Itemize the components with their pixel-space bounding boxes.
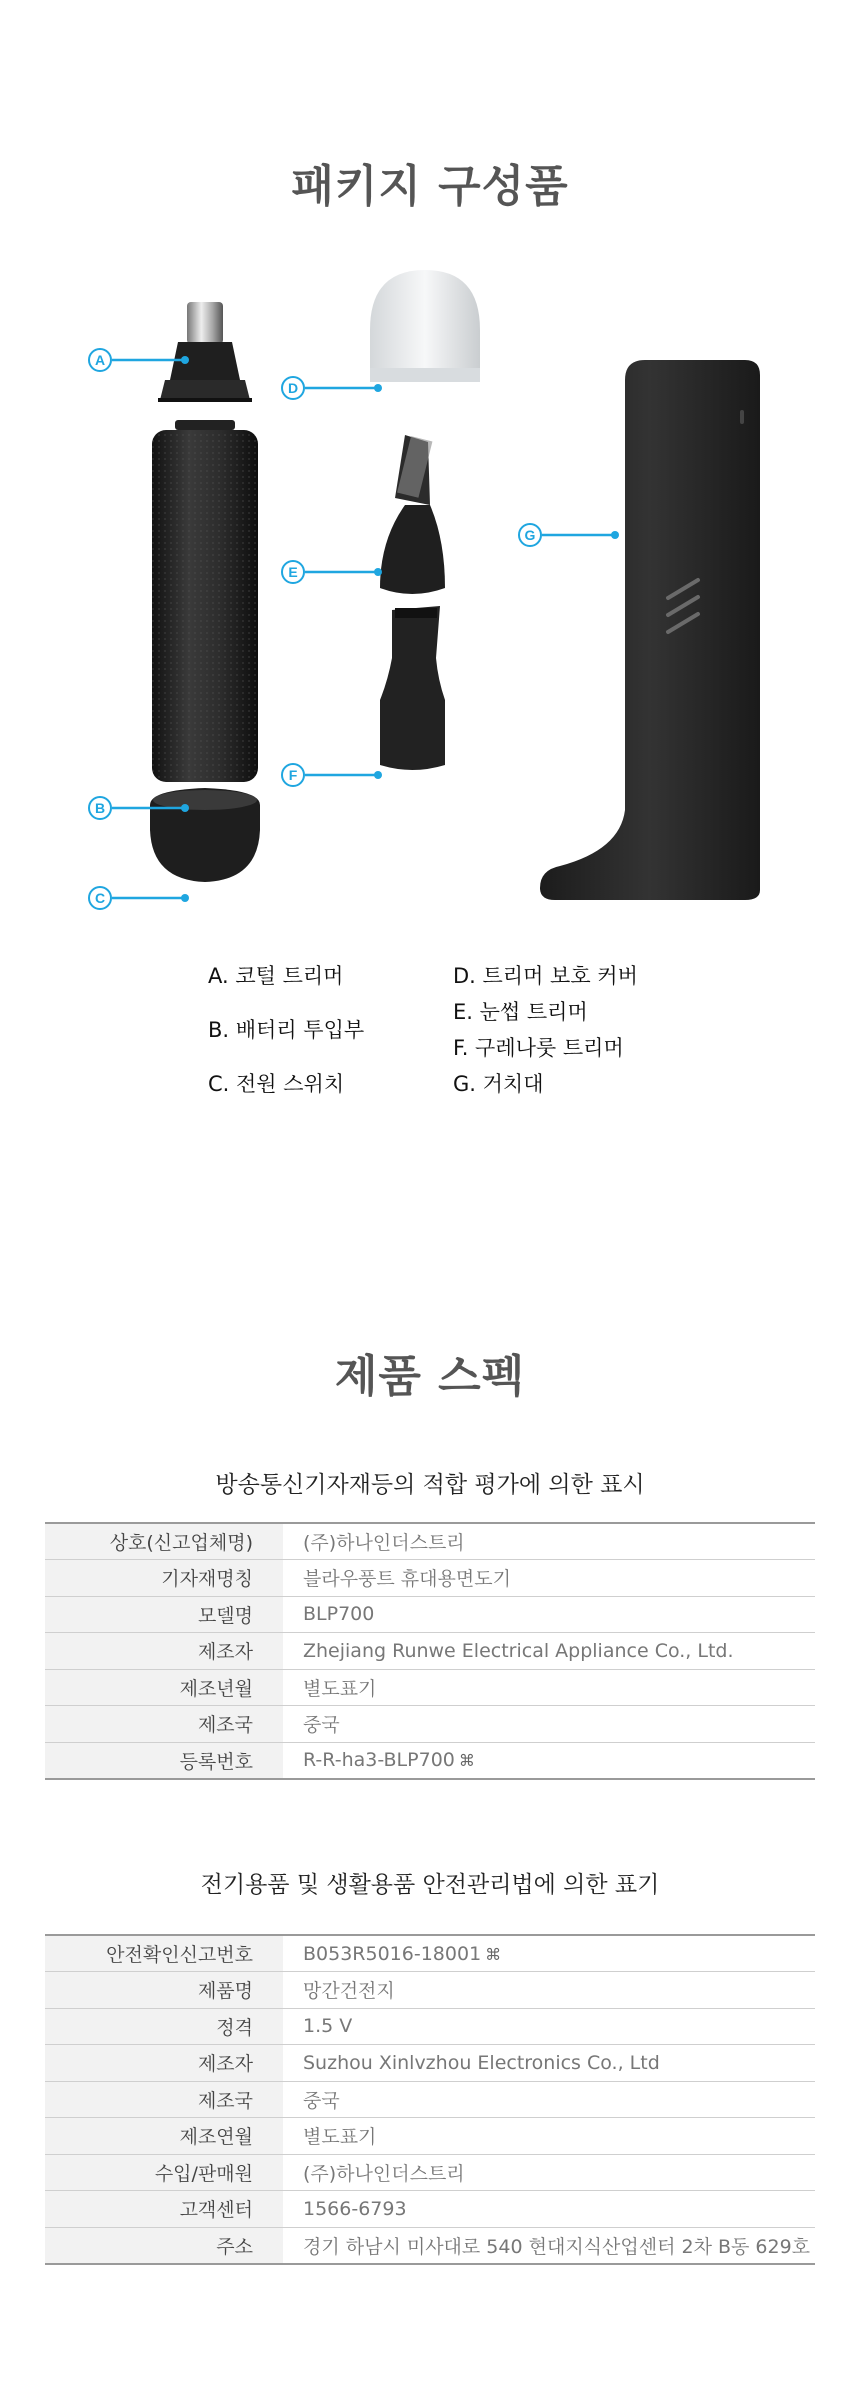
eyebrow-trimmer <box>380 435 445 594</box>
table-row <box>45 1669 815 1706</box>
sideburn-trimmer <box>380 606 445 770</box>
table1-heading: 방송통신기자재등의 적합 평가에 의한 표시 <box>215 1472 645 1498</box>
callout-g-letter: G <box>524 527 536 543</box>
row-value: 경기 하남시 미사대로 540 현대지식산업센터 2차 B동 629호 <box>283 2227 815 2264</box>
row-key: 제조연월 <box>45 2118 283 2155</box>
package-illustration <box>0 270 860 920</box>
row-value: Suzhou Xinlvzhou Electronics Co., Ltd <box>283 2045 815 2082</box>
row-key: 안전확인신고번호 <box>45 1935 283 1972</box>
row-value: (주)하나인더스트리 <box>283 1523 815 1560</box>
table-row <box>45 2191 815 2228</box>
spec-table-2 <box>45 1934 815 2265</box>
row-value: 중국 <box>283 1706 815 1743</box>
spec-table-1 <box>45 1522 815 1780</box>
row-key: 기자재명칭 <box>45 1560 283 1597</box>
stand <box>540 360 760 900</box>
legend-item-d: D. 트리머 보호 커버 <box>453 964 638 988</box>
row-value: Zhejiang Runwe Electrical Appliance Co., Ltd. <box>283 1633 815 1670</box>
row-key: 모델명 <box>45 1596 283 1633</box>
row-value: BLP700 <box>283 1596 815 1633</box>
table-row <box>45 2154 815 2191</box>
table-row <box>45 1935 815 1972</box>
table-row <box>45 2118 815 2155</box>
row-key: 고객센터 <box>45 2191 283 2228</box>
callout-c-letter: C <box>94 890 106 906</box>
legend-item-g: G. 거치대 <box>453 1072 544 1096</box>
table-row <box>45 1560 815 1597</box>
row-key: 정격 <box>45 2008 283 2045</box>
bottom-cap <box>150 788 260 882</box>
callout-a-letter: A <box>94 352 106 368</box>
row-key: 상호(신고업체명) <box>45 1523 283 1560</box>
table-row <box>45 2227 815 2264</box>
legend-item-c: C. 전원 스위치 <box>208 1072 345 1096</box>
spec-title: 제품 스펙 <box>334 1351 526 1402</box>
legend-item-a: A. 코털 트리머 <box>208 964 344 988</box>
legend-item-f: F. 구레나룻 트리머 <box>453 1036 624 1060</box>
callout-b-letter: B <box>94 800 106 816</box>
table-row <box>45 1972 815 2009</box>
row-value: 1566-6793 <box>283 2191 815 2228</box>
callout-e-letter: E <box>288 564 298 580</box>
row-key: 제품명 <box>45 1972 283 2009</box>
table-row <box>45 1523 815 1560</box>
row-value: R-R-ha3-BLP700 <box>303 1749 455 1771</box>
table-row <box>45 1742 815 1779</box>
table2-heading: 전기용품 및 생활용품 안전관리법에 의한 표기 <box>200 1872 660 1898</box>
row-key: 제조국 <box>45 1706 283 1743</box>
row-key: 제조년월 <box>45 1669 283 1706</box>
row-key: 등록번호 <box>45 1742 283 1779</box>
row-key: 제조자 <box>45 2045 283 2082</box>
row-value: 블라우풍트 휴대용면도기 <box>283 1560 815 1597</box>
table-row <box>45 2008 815 2045</box>
table-row <box>45 2045 815 2082</box>
row-value: 1.5 V <box>283 2008 815 2045</box>
row-value: 중국 <box>283 2081 815 2118</box>
row-key: 주소 <box>45 2227 283 2264</box>
row-key: 제조국 <box>45 2081 283 2118</box>
trimmer-body <box>152 420 258 782</box>
table-row <box>45 1596 815 1633</box>
legend-item-e: E. 눈썹 트리머 <box>453 1000 588 1024</box>
row-value: 망간건전지 <box>283 1972 815 2009</box>
row-value: 별도표기 <box>283 2118 815 2155</box>
protective-cover <box>370 270 480 382</box>
row-value: (주)하나인더스트리 <box>283 2154 815 2191</box>
kc-certification-icon: ⌘ <box>485 1944 502 1964</box>
nose-trimmer-head <box>158 302 252 402</box>
legend-item-b: B. 배터리 투입부 <box>208 1018 365 1042</box>
callout-d-letter: D <box>287 380 299 396</box>
table-row <box>45 1633 815 1670</box>
kc-certification-icon: ⌘ <box>458 1751 475 1770</box>
package-title: 패키지 구성품 <box>291 161 569 212</box>
table-row <box>45 2081 815 2118</box>
row-value: 별도표기 <box>283 1669 815 1706</box>
table-row <box>45 1706 815 1743</box>
row-value: B053R5016-18001 <box>303 1942 482 1965</box>
row-key: 수입/판매원 <box>45 2154 283 2191</box>
callout-f-letter: F <box>288 767 298 783</box>
row-key: 제조자 <box>45 1633 283 1670</box>
